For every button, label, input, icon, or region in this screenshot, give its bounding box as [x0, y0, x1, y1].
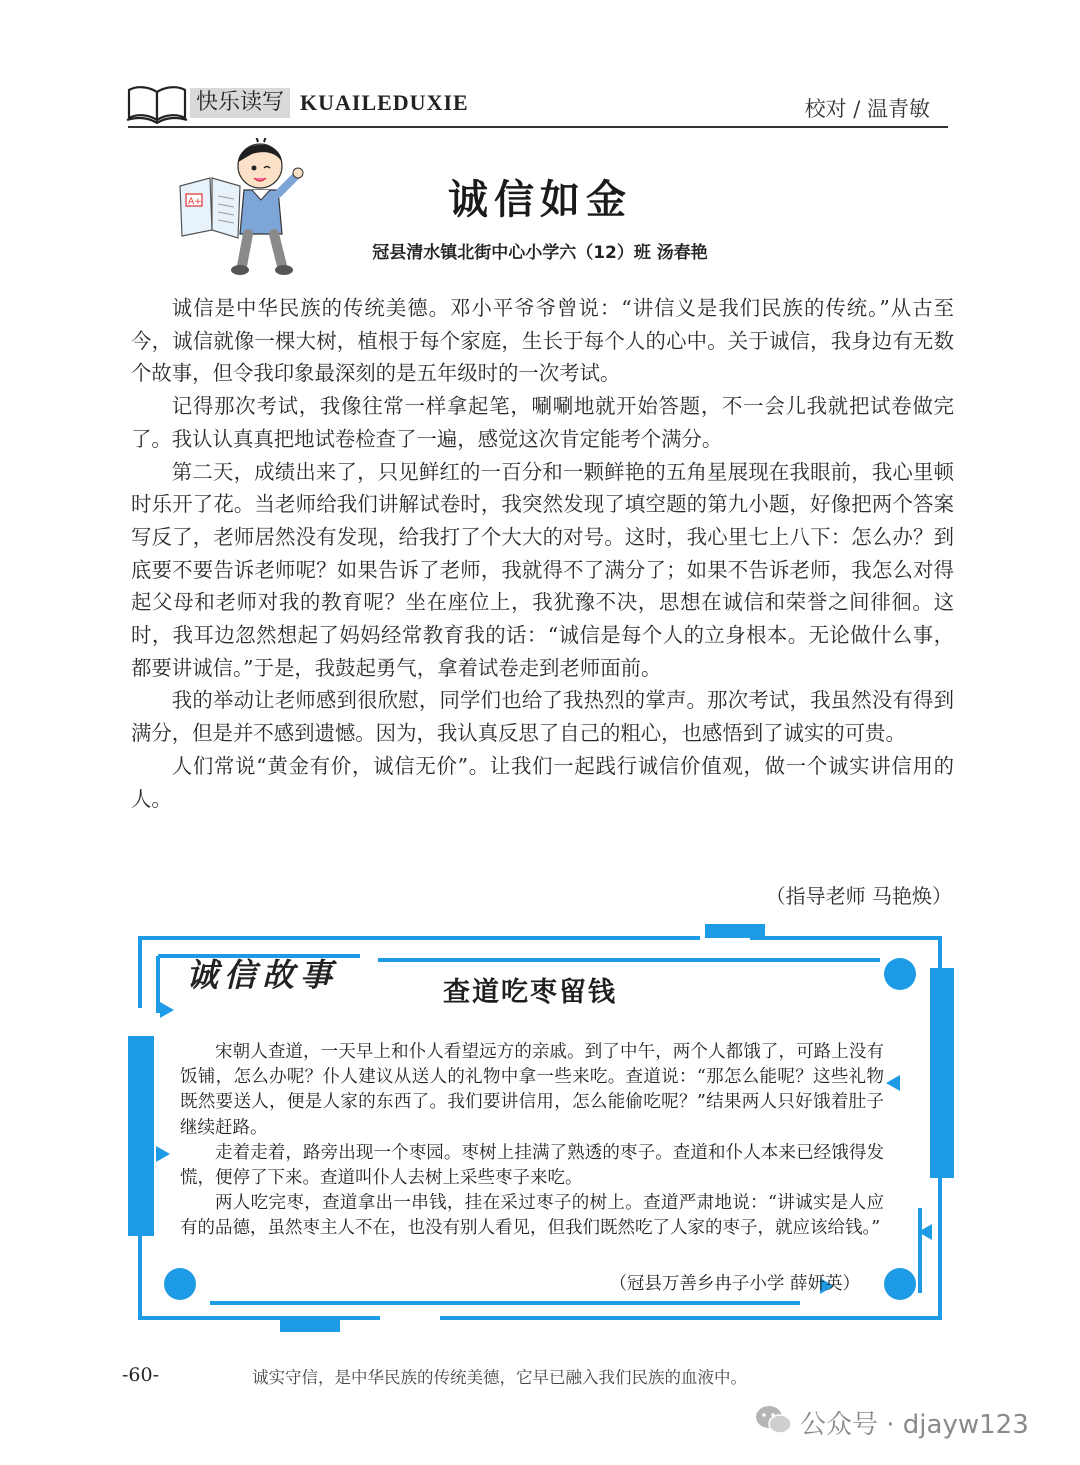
story-source: （冠县万善乡冉子小学 薛妍英） — [609, 1274, 860, 1294]
book-icon — [126, 84, 188, 124]
article-paragraph: 第二天，成绩出来了，只见鲜红的一百分和一颗鲜艳的五角星展现在我眼前，我心里顿时乐开了花。当老师给我们讲解试卷时，我突然发现了填空题的第九小题，好像把两个答案写反了，老师居然没有发现，给我打了个大大的对号。这时，我心里七上八下：怎么办？到底要不要告诉老师呢？如果告诉了老师，我就得不了满分了；如果不告诉老师，我怎么对得起父母和老师对我的教育呢？坐在座位上，我犹豫不决，思想在诚信和荣誉之间徘徊。这时，我耳边忽然想起了妈妈经常教育我的话：“诚信是每个人的立身根本。无论做什么事，都要讲诚信。”于是，我鼓起勇气，拿着试卷走到老师面前。 — [131, 459, 954, 680]
svg-text:A+: A+ — [188, 197, 202, 207]
article-paragraph: 记得那次考试，我像往常一样拿起笔，唰唰地就开始答题，不一会儿我就把试卷做完了。我认认真真把地试卷检查了一遍，感觉这次肯定能考个满分。 — [131, 394, 954, 451]
section-tag: 快乐读写 — [190, 88, 290, 118]
instructor-credit: （指导老师 马艳焕） — [765, 884, 952, 908]
page-number: -60- — [122, 1364, 160, 1386]
article-paragraph: 人们常说“黄金有价，诚信无价”。让我们一起践行诚信价值观，做一个诚实讲信用的人。 — [131, 753, 954, 811]
article-paragraph: 诚信是中华民族的传统美德。邓小平爷爷曾说：“讲信义是我们民族的传统。”从古至今，诚信就像一棵大树，植根于每个家庭，生长于每个人的心中。关于诚信，我身边有无数个故事，但令我印象最深刻的是五年级时的一次考试。 — [131, 296, 954, 386]
story-paragraph: 两人吃完枣，查道拿出一串钱，挂在采过枣子的树上。查道严肃地说：“讲诚实是人应有的品德，虽然枣主人不在，也没有别人看见，但我们既然吃了人家的枣子，就应该给钱。” — [180, 1193, 884, 1239]
article-author: 冠县清水镇北街中心小学六（12）班 汤春艳 — [372, 243, 708, 263]
story-box-label: 诚信故事 — [186, 956, 339, 994]
article-title: 诚信如金 — [448, 177, 632, 223]
story-title: 查道吃枣留钱 — [443, 977, 617, 1008]
article-paragraph: 我的举动让老师感到很欣慰，同学们也给了我热烈的掌声。那次考试，我虽然没有得到满分，但是并不感到遗憾。因为，我认真反思了自己的粗心，也感悟到了诚实的可贵。 — [131, 688, 954, 746]
proofreader-credit: 校对 / 温青敏 — [804, 97, 930, 121]
open-book-icon — [180, 178, 240, 238]
article-body — [131, 292, 954, 815]
story-paragraph: 宋朝人查道，一天早上和仆人看望远方的亲戚。到了中午，两个人都饿了，可路上没有饭铺，怎么办呢？仆人建议从送人的礼物中拿一些来吃。查道说：“那怎么能呢？这些礼物既然要送人，便是人家的东西了。我们要讲信用，怎么能偷吃呢？”结果两人只好饿着肚子继续赶路。 — [180, 1042, 884, 1138]
header-divider — [128, 126, 948, 128]
story-paragraph: 走着走着，路旁出现一个枣园。枣树上挂满了熟透的枣子。查道和仆人本来已经饿得发慌，便停了下来。查道叫仆人去树上采些枣子来吃。 — [180, 1142, 884, 1189]
cartoon-student-illustration — [178, 138, 308, 278]
story-body — [180, 1040, 884, 1242]
section-name-en: KUAILEDUXIE — [300, 90, 469, 115]
watermark: 公众号 · djayw123 — [800, 1410, 1029, 1440]
wechat-icon — [754, 1404, 794, 1436]
footer-motto: 诚实守信，是中华民族的传统美德，它早已融入我们民族的血液中。 — [252, 1368, 747, 1387]
